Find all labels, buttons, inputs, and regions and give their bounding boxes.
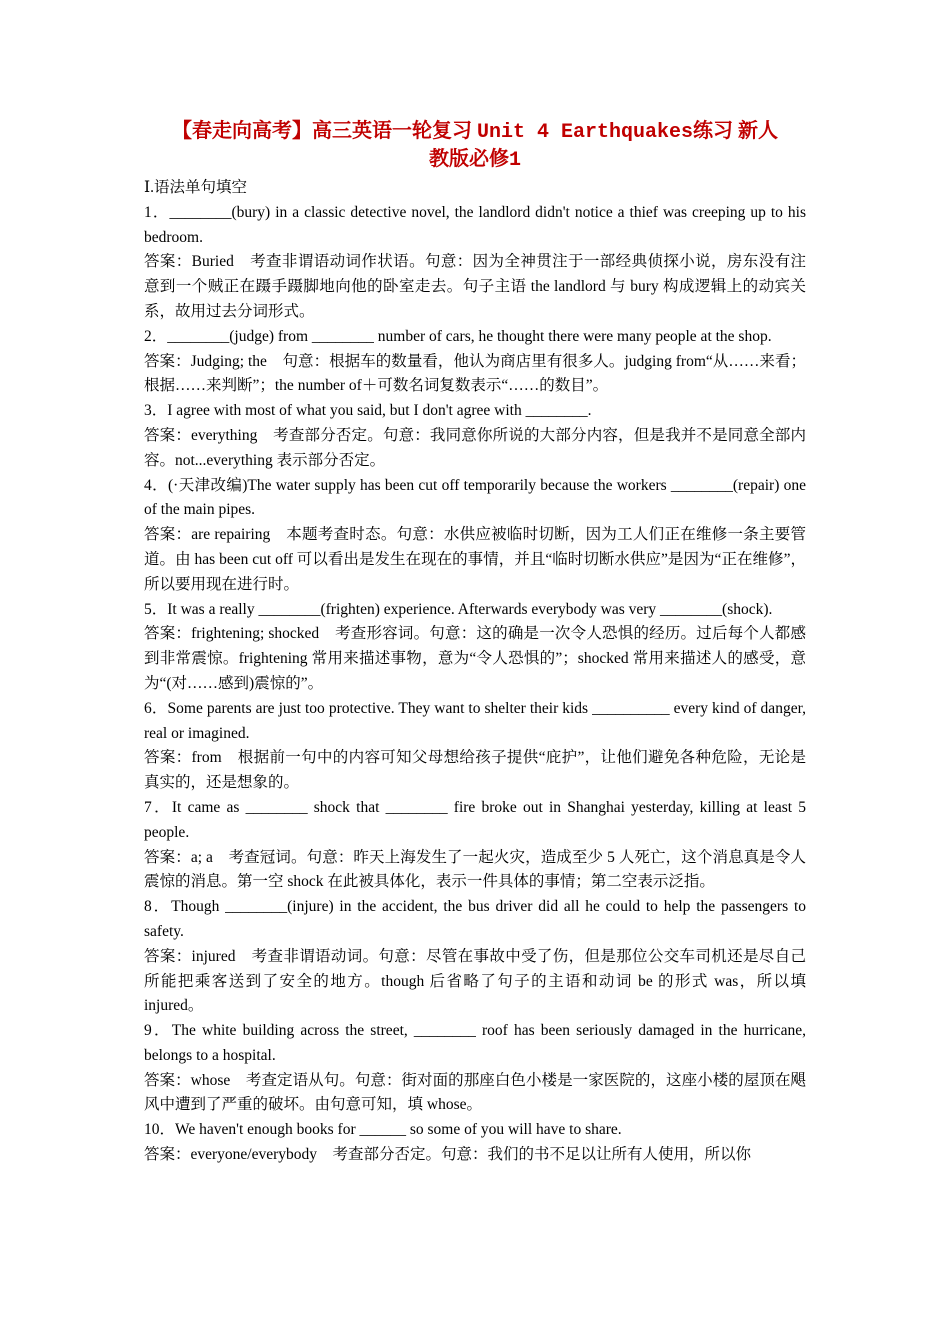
- title-line1-mono: Unit 4 Earthquakes: [476, 121, 694, 144]
- document-title: [134, 118, 816, 174]
- question-9: 9．The white building across the street, ________ roof has been seriously damaged in the hurricane, belongs to a hospital.: [144, 1022, 806, 1064]
- answer-8: 答案：injured 考查非谓语动词。句意：尽管在事故中受了伤，但是那位公交车司机还是尽自己所能把乘客送到了安全的地方。though 后省略了句子的主语和动词 be 的形式 was，所以填 injured。: [144, 947, 806, 1015]
- question-5: 5．It was a really ________(frighten) experience. Afterwards everybody was very ________(shock).: [144, 600, 773, 618]
- title-line1-suffix: 练习 新人: [693, 120, 779, 142]
- question-7: 7．It came as ________ shock that ________ fire broke out in Shanghai yesterday, killing at least 5 people.: [144, 798, 806, 841]
- answer-4: 答案：are repairing 本题考查时态。句意：水供应被临时切断，因为工人们正在维修一条主要管道。由 has been cut off 可以看出是发生在现在的事情，并且“临时切断水供应”是因为“正在维修”，所以要用现在进行时。: [144, 526, 806, 593]
- question-3: 3．I agree with most of what you said, but I don't agree with ________.: [144, 402, 592, 420]
- title-line2-mono: 1: [508, 149, 521, 172]
- answer-6: 答案：from 根据前一句中的内容可知父母想给孩子提供“庇护”，让他们避免各种危险，无论是真实的，还是想象的。: [144, 749, 806, 792]
- section-heading: Ⅰ.语法单句填空: [144, 179, 247, 196]
- answer-1: 答案：Buried 考查非谓语动词作状语。句意：因为全神贯注于一部经典侦探小说，房东没有注意到一个贼正在蹑手蹑脚地向他的卧室走去。句子主语 the landlord 与 bury 构成逻辑上的动宾关系，故用过去分词形式。: [144, 253, 806, 320]
- answer-2: 答案：Judging; the 句意：根据车的数量看，他认为商店里有很多人。judging from“从……来看；根据……来判断”；the number of＋可数名词复数表示“……的数目”。: [144, 352, 806, 395]
- question-10: 10．We haven't enough books for ______ so some of you will have to share.: [144, 1121, 622, 1139]
- answer-9: 答案：whose 考查定语从句。句意：街对面的那座白色小楼是一家医院的，这座小楼的屋顶在飓风中遭到了严重的破坏。由句意可知，填 whose。: [144, 1071, 806, 1114]
- answer-10: 答案：everyone/everybody 考查部分否定。句意：我们的书不足以让所有人使用，所以你: [144, 1146, 752, 1164]
- question-8: 8．Though ________(injure) in the accident, the bus driver did all he could to help the passengers to safety.: [144, 898, 806, 940]
- answer-3: 答案：everything 考查部分否定。句意：我同意你所说的大部分内容，但是我并不是同意全部内容。not...everything 表示部分否定。: [144, 426, 806, 469]
- title-line1-prefix: 【春走向高考】高三英语一轮复习: [171, 120, 477, 142]
- question-2: 2．________(judge) from ________ number of cars, he thought there were many people at the shop.: [144, 327, 772, 345]
- question-1: 1．________(bury) in a classic detective novel, the landlord didn't notice a thief was creeping up to his bedroom.: [144, 203, 806, 246]
- question-4: 4．(·天津改编)The water supply has been cut off temporarily because the workers ________(repair) one of the main pipes.: [144, 476, 806, 519]
- answer-7: 答案：a; a 考查冠词。句意：昨天上海发生了一起火灾，造成至少 5 人死亡，这个消息真是令人震惊的消息。第一空 shock 在此被具体化，表示一件具体的事情；第二空表示泛指。: [144, 848, 806, 891]
- title-line2-prefix: 教版必修: [428, 148, 509, 170]
- document-page: [144, 118, 806, 1168]
- answer-5: 答案：frightening; shocked 考查形容词。句意：这的确是一次令人恐惧的经历。过后每个人都感到非常震惊。frightening 常用来描述事物，意为“令人恐惧的”；shocked 常用来描述人的感受，意为“(对……感到)震惊的”。: [144, 625, 806, 692]
- question-6: 6．Some parents are just too protective. They want to shelter their kids __________ every kind of danger, real or imagined.: [144, 699, 806, 742]
